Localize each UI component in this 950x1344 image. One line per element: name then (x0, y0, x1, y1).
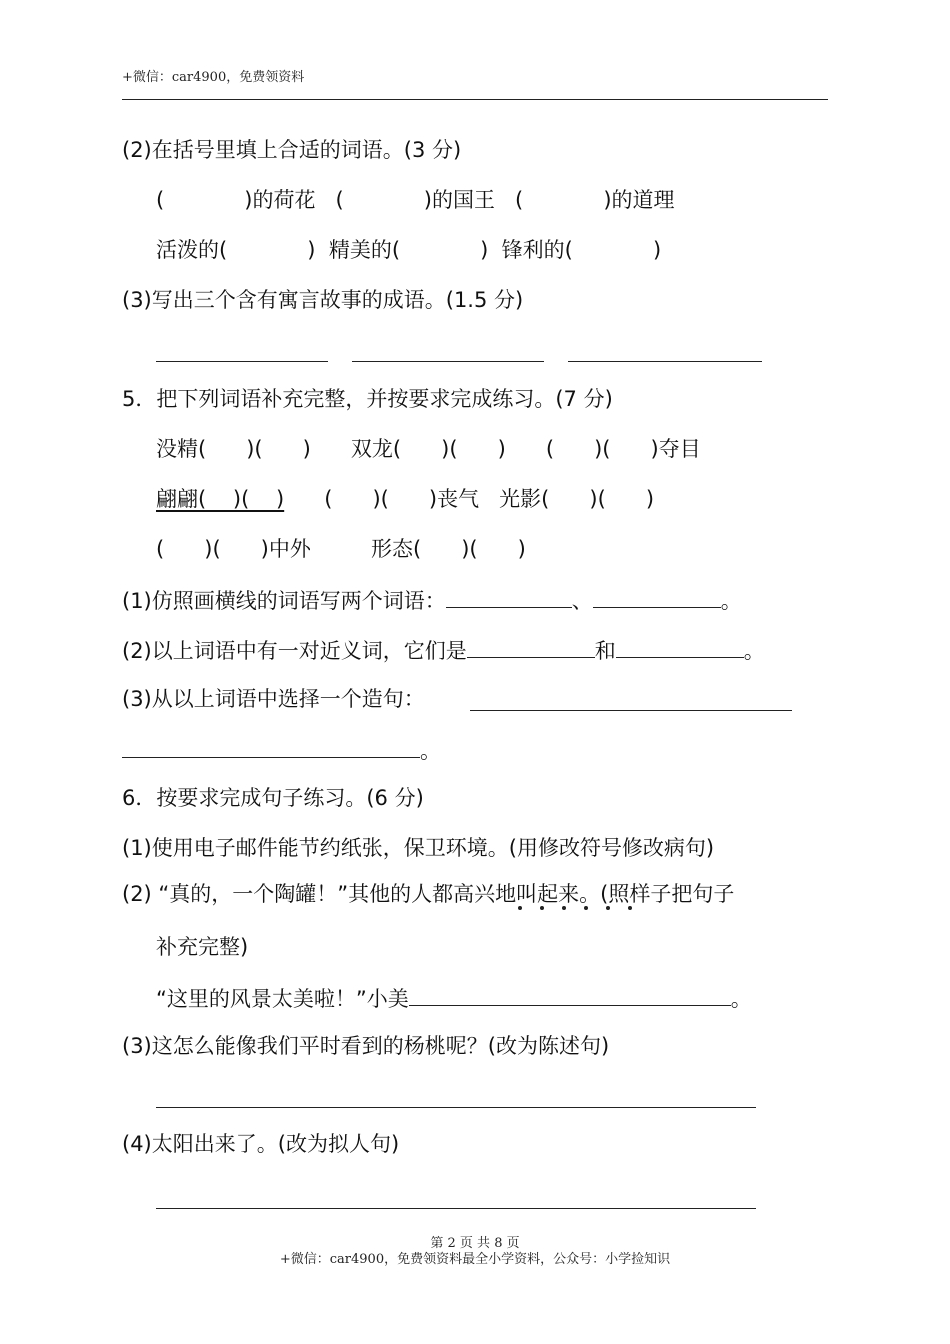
q6-2-prompt-cont: 补充完整) (156, 935, 249, 959)
q5-3-answer-line-2[interactable] (122, 739, 420, 758)
q5-3-row2 (122, 739, 441, 762)
q6-1-prompt: (1)使用电子邮件能节约纸张，保卫环境。(用修改符号修改病句) (122, 836, 715, 860)
answer-line-idiom-3[interactable] (568, 361, 762, 362)
q5-1-prompt: (1)仿照画横线的词语写两个词语： (122, 589, 446, 613)
q6-2-example-text: “这里的风景太美啦！”小美 (156, 987, 409, 1011)
answer-line-idiom-2[interactable] (352, 361, 544, 362)
emphasis-dot (540, 906, 544, 910)
q6-2-end: 。 (730, 987, 752, 1011)
q6-title: 6．按要求完成句子练习。(6 分) (122, 786, 424, 810)
q6-2-prompt: (2) “真的，一个陶罐！”其他的人都高兴地叫起来。(照样子把句子 (122, 882, 735, 906)
emphasis-dot (606, 906, 610, 910)
q4-2-row1: ( )的荷花 ( )的国王 ( )的道理 (156, 188, 675, 212)
q5-row3: ( )( )中外 形态( )( ) (156, 537, 526, 561)
q5-3-prompt: (3)从以上词语中选择一个造句： (122, 687, 425, 711)
footer-note: +微信：car4900，免费领资料最全小学资料，公众号：小学捡知识 (279, 1252, 671, 1267)
emphasis-dot (628, 906, 632, 910)
answer-line-idiom-1[interactable] (156, 361, 328, 362)
q5-underlined-word: 翩翩( )( ) (156, 487, 285, 511)
q6-3-answer-line[interactable] (156, 1107, 756, 1108)
q5-2-blank-1[interactable] (467, 639, 595, 658)
q5-1-end: 。 (720, 589, 742, 613)
q5-row2-rest: ( )( )丧气 光影( )( ) (284, 487, 655, 511)
q5-2-row (122, 639, 765, 662)
q5-2-end: 。 (743, 639, 765, 663)
q5-2-blank-2[interactable] (616, 639, 744, 658)
q4-3-prompt: (3)写出三个含有寓言故事的成语。(1.5 分) (122, 288, 524, 312)
q5-1-sep: 、 (571, 589, 593, 613)
q6-3-prompt: (3)这怎么能像我们平时看到的杨桃呢？(改为陈述句) (122, 1034, 610, 1058)
emphasis-dot (562, 906, 566, 910)
q5-3-end: 。 (420, 739, 441, 763)
q5-2-prompt: (2)以上词语中有一对近义词，它们是 (122, 639, 467, 663)
q5-3-answer-line-1[interactable] (470, 710, 792, 711)
header-note: +微信：car4900，免费领资料 (122, 70, 305, 85)
q5-row1: 没精( )( ) 双龙( )( ) ( )( )夺目 (156, 437, 701, 461)
header-divider (122, 99, 828, 100)
q4-2-prompt: (2)在括号里填上合适的词语。(3 分) (122, 138, 462, 162)
q6-4-prompt: (4)太阳出来了。(改为拟人句) (122, 1132, 400, 1156)
emphasis-dot (584, 906, 588, 910)
q5-row2 (156, 489, 654, 510)
q5-1-blank-1[interactable] (446, 589, 572, 608)
q4-2-row2: 活泼的( ) 精美的( ) 锋利的( ) (156, 238, 662, 262)
q5-1-row (122, 589, 742, 612)
q5-2-and: 和 (594, 639, 616, 663)
page-number: 第 2 页 共 8 页 (430, 1236, 520, 1251)
q6-4-answer-line[interactable] (156, 1208, 756, 1209)
q6-2-answer-line[interactable] (409, 987, 731, 1006)
emphasis-dot (518, 906, 522, 910)
q6-2-example (156, 987, 752, 1010)
q5-1-blank-2[interactable] (593, 589, 721, 608)
emphasis-dots (511, 906, 651, 914)
q5-title: 5．把下列词语补充完整，并按要求完成练习。(7 分) (122, 387, 613, 411)
